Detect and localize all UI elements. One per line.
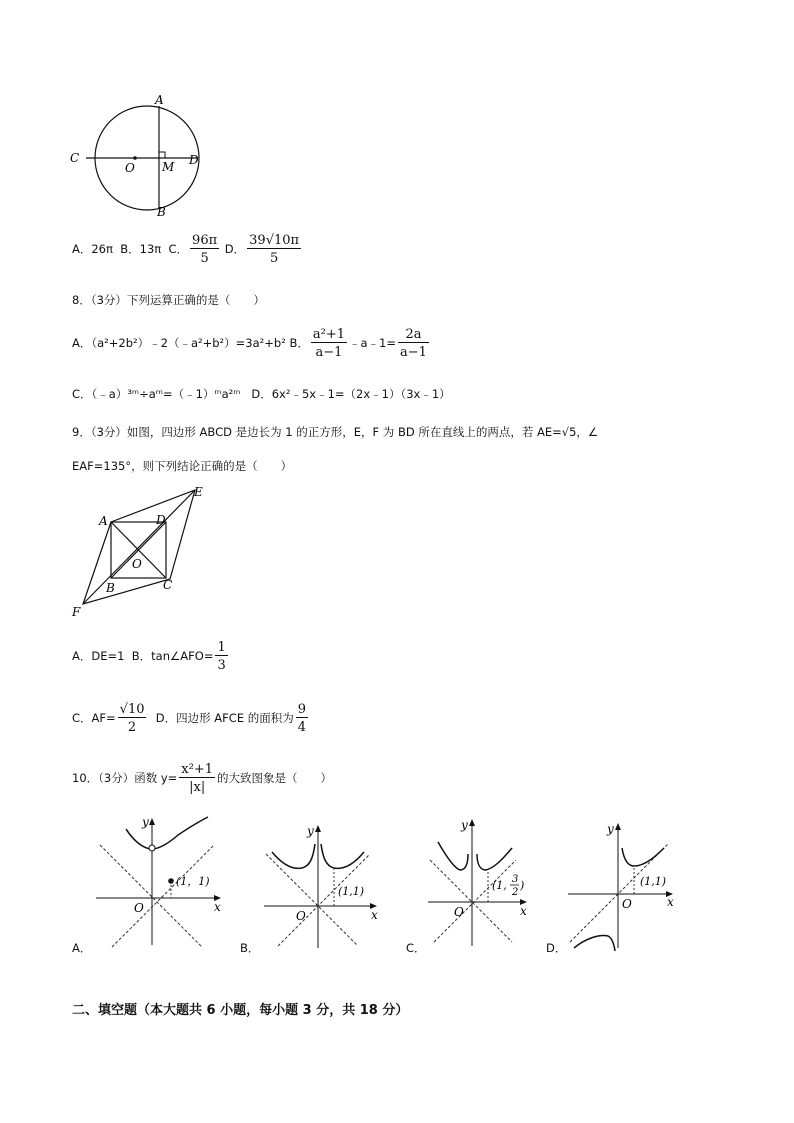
q10-stem-fraction: $\frac{\text{x²+1}}{|x|}$ <box>181 762 214 795</box>
graph-b-origin: O <box>296 909 306 923</box>
graph-c-option: C． <box>406 941 426 955</box>
q9-option-c: C．AF= <box>72 711 116 725</box>
q10-stem <box>72 762 332 795</box>
graph-a-option: A． <box>72 941 92 955</box>
graph-d <box>564 820 684 952</box>
q8-options-ab <box>72 327 431 360</box>
label-f: F <box>72 605 81 619</box>
label-o: O <box>132 557 142 571</box>
graph-c-axis-x: x <box>520 904 527 918</box>
graph-c <box>424 816 536 950</box>
graph-a-origin: O <box>134 901 144 915</box>
q9-option-d: D．四边形 AFCE 的面积为 <box>155 711 294 725</box>
q8-stem: 8．（3分）下列运算正确的是（ ） <box>72 293 265 307</box>
q8-option-b-prefix: B． <box>289 336 309 350</box>
q9-option-c-fraction: $\frac{√10}{2}$ <box>119 702 145 735</box>
graph-a-axis-y: y <box>142 815 149 829</box>
q9-stem-line1: 9．（3分）如图，四边形 ABCD 是边长为 1 的正方形，E，F 为 BD 所在直线上的两点，若 AE=√5，∠ <box>72 425 599 439</box>
q9-option-a: A．DE=1 <box>72 649 125 663</box>
label-d: D <box>156 513 166 527</box>
graph-b-axis-x: x <box>371 908 378 922</box>
graph-d-origin: O <box>622 897 632 911</box>
label-a: A <box>99 514 108 528</box>
q7-option-c-fraction: $\frac{96\pi}{5}$ <box>192 233 218 266</box>
section-2-heading: 二、填空题（本大题共 6 小题，每小题 3 分，共 18 分） <box>72 1003 409 1018</box>
label-c: C <box>163 578 173 592</box>
graph-d-axis-y: y <box>607 822 614 836</box>
q9-option-b: B．tan∠AFO= <box>131 649 214 663</box>
graph-c-point-den: 2 <box>512 887 519 898</box>
q8-options-cd <box>72 386 451 402</box>
graph-b-axis-y: y <box>307 824 314 838</box>
label-b: B <box>157 205 166 219</box>
graph-a <box>90 815 230 950</box>
q7-option-d: D． <box>224 242 246 256</box>
q9-options-cd <box>72 702 310 735</box>
q9-options-ab <box>72 640 230 673</box>
label-a: A <box>155 93 164 107</box>
graph-a-axis-x: x <box>214 900 221 914</box>
q7-options <box>72 233 303 266</box>
q8-option-c: C．（﹣a）³ᵐ÷aᵐ=（﹣1）ᵐa²ᵐ <box>72 387 241 401</box>
label-m: M <box>162 160 175 174</box>
graph-a-point: (1，1) <box>176 875 210 888</box>
graph-c-point-suffix: ) <box>520 879 525 892</box>
q8-option-b-mid: ﹣a﹣1= <box>349 336 396 350</box>
q10-stem-prefix: 10．（3分）函数 y= <box>72 771 178 785</box>
q7-option-c: C． <box>168 242 189 256</box>
q9-option-b-fraction: $\frac{1}{3}$ <box>217 640 226 673</box>
q8-option-b-fraction-1: $\frac{\text{a²+1}}{a-1}$ <box>312 327 345 360</box>
q9-option-d-fraction: $\frac{9}{4}$ <box>297 702 307 735</box>
graph-b <box>258 822 388 952</box>
q8-option-d: D．6x²﹣5x﹣1=（2x﹣1）（3x﹣1） <box>251 387 451 401</box>
graph-d-axis-x: x <box>667 895 674 909</box>
graph-c-point-prefix: (1, <box>492 879 507 892</box>
graph-c-axis-y: y <box>461 818 468 832</box>
q10-stem-suffix: 的大致图象是（ ） <box>217 771 333 785</box>
q8-option-a: A．（a²+2b²）﹣2（﹣a²+b²）=3a²+b² <box>72 336 286 350</box>
q7-option-b: B．13π <box>120 242 162 256</box>
graph-d-point: (1,1) <box>640 875 667 888</box>
q7-option-a: A．26π <box>72 242 113 256</box>
graph-c-point-num: 3 <box>512 874 519 885</box>
graph-d-option: D． <box>546 941 567 955</box>
label-e: E <box>194 485 203 499</box>
square-figure <box>66 482 216 622</box>
graph-c-origin: O <box>454 905 464 919</box>
label-o: O <box>125 161 135 175</box>
graph-b-point: (1,1) <box>338 885 365 898</box>
graph-b-option: B． <box>240 941 260 955</box>
label-d: D <box>189 153 199 167</box>
q9-stem-line2: EAF=135°，则下列结论正确的是（ ） <box>72 459 293 473</box>
q7-option-d-fraction: $\frac{39√10\pi}{5}$ <box>249 233 300 266</box>
label-c: C <box>70 151 80 165</box>
circle-figure <box>66 92 216 222</box>
label-b: B <box>106 581 115 595</box>
q8-option-b-fraction-2: $\frac{2a}{a-1}$ <box>400 327 427 360</box>
